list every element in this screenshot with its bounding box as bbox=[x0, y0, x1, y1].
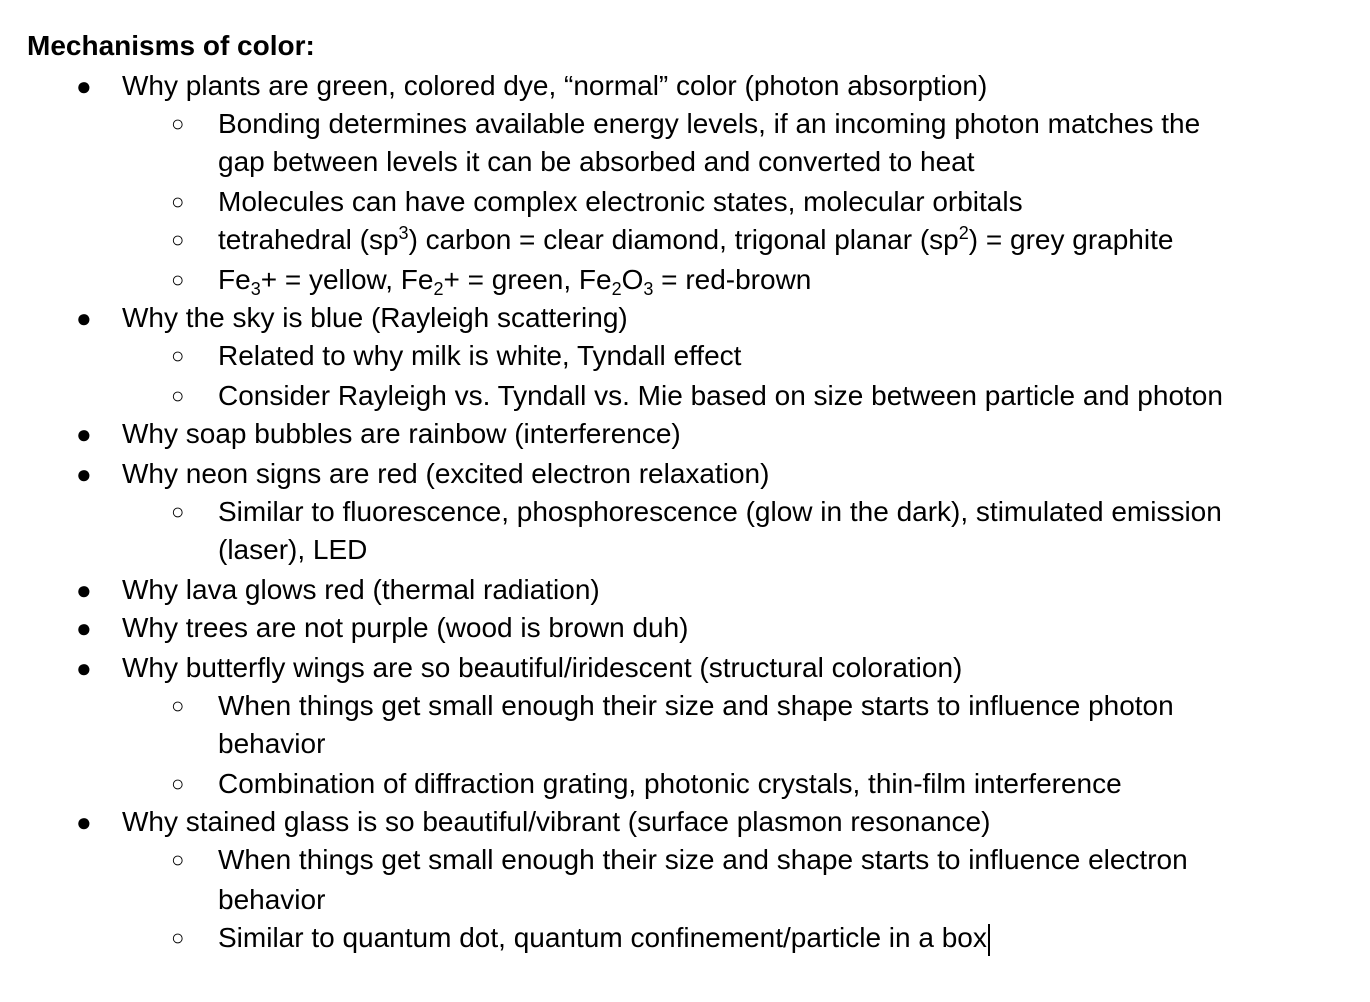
bullet-circle: ○ bbox=[171, 343, 185, 368]
sub-item-bonding-continued: gap between levels it can be absorbed and converted to heat bbox=[218, 146, 975, 177]
sub-item-bonding: Bonding determines available energy levels, if an incoming photon matches the bbox=[218, 108, 1201, 139]
sub-item-diffraction: Combination of diffraction grating, photonic crystals, thin-film interference bbox=[218, 768, 1122, 799]
sub-item-carbon: tetrahedral $(sp^3)$ carbon = clear diamond, trigonal planar $(sp^2)$ = grey graphite bbox=[218, 223, 1174, 255]
bullet-circle: ○ bbox=[171, 925, 185, 950]
sub-item-electron-behavior: When things get small enough their size and shape starts to influence electron bbox=[218, 844, 1188, 875]
bullet-dot: ● bbox=[76, 653, 92, 683]
list-item-neon: Why neon signs are red (excited electron relaxation) bbox=[122, 458, 770, 489]
bullet-circle: ○ bbox=[171, 847, 185, 872]
bullet-circle: ○ bbox=[171, 111, 185, 136]
list-item-butterfly: Why butterfly wings are so beautiful/iridescent (structural coloration) bbox=[122, 652, 963, 683]
list-item-trees: Why trees are not purple (wood is brown duh) bbox=[122, 612, 689, 643]
sub-item-fluorescence: Similar to fluorescence, phosphorescence (glow in the dark), stimulated emission bbox=[218, 496, 1222, 527]
bullet-dot: ● bbox=[76, 613, 92, 643]
bullet-dot: ● bbox=[76, 419, 92, 449]
sub-item-scattering-comparison: Consider Rayleigh vs. Tyndall vs. Mie based on size between particle and photon bbox=[218, 380, 1223, 411]
bullet-circle: ○ bbox=[171, 227, 185, 252]
bullet-dot: ● bbox=[76, 807, 92, 837]
list-item-lava: Why lava glows red (thermal radiation) bbox=[122, 574, 600, 605]
sub-item-electron-behavior-continued: behavior bbox=[218, 884, 326, 915]
list-item-stained-glass: Why stained glass is so beautiful/vibrant (surface plasmon resonance) bbox=[122, 806, 991, 837]
sub-item-molecules: Molecules can have complex electronic states, molecular orbitals bbox=[218, 186, 1023, 217]
bullet-dot: ● bbox=[76, 575, 92, 605]
text-cursor bbox=[988, 924, 990, 956]
sub-item-iron: $Fe_3+$ = yellow, $Fe_2+$ = green, $Fe_2O_3$ = red-brown bbox=[218, 264, 812, 299]
bullet-circle: ○ bbox=[171, 693, 185, 718]
bullet-dot: ● bbox=[76, 71, 92, 101]
bullet-circle: ○ bbox=[171, 267, 185, 292]
sub-item-photon-behavior: When things get small enough their size and shape starts to influence photon bbox=[218, 690, 1174, 721]
bullet-circle: ○ bbox=[171, 189, 185, 214]
sub-item-quantum-dot: Similar to quantum dot, quantum confinement/particle in a box bbox=[218, 922, 987, 953]
list-item-plants: Why plants are green, colored dye, “normal” color (photon absorption) bbox=[122, 70, 988, 101]
list-item-sky: Why the sky is blue (Rayleigh scattering) bbox=[122, 302, 628, 333]
list-item-soap: Why soap bubbles are rainbow (interference) bbox=[122, 418, 681, 449]
bullet-dot: ● bbox=[76, 459, 92, 489]
bullet-dot: ● bbox=[76, 303, 92, 333]
sub-item-fluorescence-continued: (laser), LED bbox=[218, 534, 368, 565]
bullet-circle: ○ bbox=[171, 499, 185, 524]
section-heading: Mechanisms of color: bbox=[27, 30, 315, 61]
sub-item-photon-behavior-continued: behavior bbox=[218, 728, 326, 759]
sub-item-milk: Related to why milk is white, Tyndall effect bbox=[218, 340, 742, 371]
bullet-circle: ○ bbox=[171, 383, 185, 408]
bullet-circle: ○ bbox=[171, 771, 185, 796]
